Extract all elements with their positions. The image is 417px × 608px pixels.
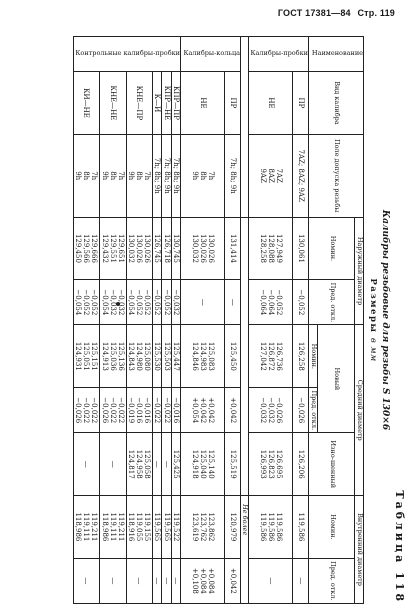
tolerance-field bbox=[293, 134, 309, 217]
outer-deviation bbox=[171, 280, 180, 325]
inner-nominal-value: 119,155 bbox=[143, 512, 152, 542]
tolerance-field bbox=[100, 134, 126, 217]
outer-deviation-value: −0,032 bbox=[116, 289, 125, 316]
inner-deviation bbox=[100, 558, 126, 603]
outer-nominal bbox=[181, 217, 225, 280]
middle-new-deviation bbox=[152, 388, 161, 433]
middle-worn-value: 124,817 bbox=[127, 449, 136, 479]
outer-deviation-value: −0,052 bbox=[162, 289, 171, 316]
tolerance-field bbox=[73, 134, 99, 217]
gauge-type: КИ—НЕ bbox=[73, 72, 99, 135]
middle-worn-value: 126,993 bbox=[258, 449, 267, 479]
gauge-type: НЕ bbox=[181, 72, 225, 135]
outer-deviation bbox=[73, 280, 99, 325]
outer-nominal-value: 126,718 bbox=[162, 233, 171, 263]
middle-new-nominal bbox=[126, 325, 152, 388]
inner-deviation bbox=[152, 558, 161, 603]
inner-deviation bbox=[248, 558, 293, 603]
middle-new-deviation-value: −0,026 bbox=[74, 397, 83, 424]
outer-nominal-value: 128,258 bbox=[258, 233, 267, 263]
group-plug_gauges: Калибры-пробки bbox=[248, 37, 309, 72]
tolerance-field-value: 7AZ bbox=[274, 168, 283, 183]
inner-deviation-value: — bbox=[135, 577, 144, 585]
gauge-type: КПР—НЕ bbox=[162, 72, 171, 135]
col-header-name: Наименование bbox=[309, 37, 364, 72]
outer-nominal-value: 130,026 bbox=[206, 233, 215, 263]
standard-number: ГОСТ 17381—84 bbox=[277, 8, 351, 18]
outer-nominal-value: 127,949 bbox=[274, 233, 283, 263]
tolerance-field-value: 7h bbox=[206, 171, 215, 181]
middle-new-deviation bbox=[181, 388, 225, 433]
outer-nominal bbox=[171, 217, 180, 280]
tolerance-field-value: 7AZ; 8AZ; 9AZ bbox=[296, 149, 305, 202]
outer-nominal-value: 129,651 bbox=[116, 233, 125, 263]
inner-nominal bbox=[126, 496, 152, 559]
inner-nominal-value: 120,979 bbox=[228, 512, 237, 542]
inner-deviation-value: — bbox=[153, 577, 162, 585]
middle-worn-value: 125,140 bbox=[206, 449, 215, 479]
middle-worn-value: — bbox=[108, 460, 117, 468]
inner-nominal-value: 119,055 bbox=[135, 512, 144, 542]
middle-new-nominal-header: Номин. bbox=[309, 325, 318, 388]
inner-deviation-value: — bbox=[266, 577, 275, 585]
middle-worn-value: 124,918 bbox=[190, 449, 199, 479]
middle-new-nominal-value: 124,980 bbox=[135, 341, 144, 371]
outer-deviation-value: −0,052 bbox=[135, 289, 144, 316]
middle-new-deviation-value: +0,042 bbox=[206, 397, 215, 424]
middle-worn-value: 125,519 bbox=[228, 449, 237, 479]
middle-new-deviation-value: −0,032 bbox=[258, 397, 267, 424]
middle-new-nominal-value: 125,051 bbox=[82, 341, 91, 371]
middle-new-nominal-value: 124,983 bbox=[198, 341, 207, 371]
outer-deviation-value: −0,052 bbox=[90, 289, 99, 316]
table-title: Калибры резьбовые для резьбы S 130×6 bbox=[380, 209, 390, 431]
outer-nominal bbox=[126, 217, 152, 280]
outer-deviation-value: −0,032 bbox=[172, 289, 181, 316]
outer-nominal-value: 126,745 bbox=[153, 233, 162, 263]
ne-bolee-label: Не более bbox=[240, 496, 248, 604]
tolerance-field-value: 7h bbox=[90, 171, 99, 181]
middle-worn-value: 125,040 bbox=[198, 449, 207, 479]
inner-deviation-value: +0,042 bbox=[228, 567, 237, 594]
middle-worn-value: — bbox=[162, 460, 171, 468]
inner-nominal-value: 119,586 bbox=[258, 512, 267, 542]
tolerance-field-value: 9h bbox=[100, 171, 109, 181]
table-row bbox=[225, 37, 241, 604]
inner-nominal-value: 119,211 bbox=[116, 512, 125, 542]
middle-worn bbox=[126, 433, 152, 496]
outer-nominal-value: 130,032 bbox=[190, 233, 199, 263]
middle-worn-value: — bbox=[153, 460, 162, 468]
middle-new-nominal-value: 124,931 bbox=[74, 341, 83, 371]
inner-nominal-value: 118,986 bbox=[74, 512, 83, 542]
middle-new-deviation-value: +0,054 bbox=[190, 397, 199, 424]
table-row bbox=[100, 37, 126, 604]
outer-nominal-value: 130,026 bbox=[143, 233, 152, 263]
table-label: Таблица 118 bbox=[393, 490, 406, 604]
outer-deviation bbox=[225, 280, 241, 325]
tolerance-field bbox=[225, 134, 241, 217]
outer-deviation-value: −0,052 bbox=[274, 289, 283, 316]
outer-nominal bbox=[248, 217, 293, 280]
inner-nominal-value: 123,762 bbox=[198, 512, 207, 542]
tolerance-field-value: 7h; 8h; 9h bbox=[172, 157, 181, 194]
middle-new-nominal bbox=[152, 325, 161, 388]
middle-new-nominal-value: 125,083 bbox=[206, 341, 215, 371]
outer-nominal-value: 129,566 bbox=[82, 233, 91, 263]
middle-new-nominal bbox=[181, 325, 225, 388]
middle-new-nominal-value: 126,872 bbox=[266, 341, 275, 371]
table-row bbox=[248, 37, 293, 604]
middle-worn-value: 125,425 bbox=[172, 449, 181, 479]
table-row bbox=[126, 37, 152, 604]
middle-new-nominal-value: 125,151 bbox=[90, 341, 99, 371]
outer-deviation-value: −0,064 bbox=[258, 289, 267, 316]
inner-nominal-value: 119,565 bbox=[153, 512, 162, 542]
tolerance-field-value: 8h bbox=[198, 171, 207, 181]
subtitle-unit: в мм bbox=[368, 337, 378, 362]
middle-new-deviation bbox=[162, 388, 171, 433]
tolerance-field-value: 7h; 8h; 9h bbox=[162, 157, 171, 194]
inner-deviation bbox=[181, 558, 225, 603]
outer-nominal-header: Номин. bbox=[309, 217, 355, 280]
outer-deviation-value: −0,032 bbox=[108, 289, 117, 316]
middle-new-deviation bbox=[171, 388, 180, 433]
middle-new-deviation-value: −0,022 bbox=[108, 397, 117, 424]
inner-deviation-value: — bbox=[108, 577, 117, 585]
gauge-type: КНЕ—ПР bbox=[126, 72, 152, 135]
gauge-type: КПР—ПР bbox=[171, 72, 180, 135]
gauge-type: ПР bbox=[293, 72, 309, 135]
middle-worn bbox=[248, 433, 293, 496]
middle-new-nominal bbox=[73, 325, 99, 388]
outer-nominal bbox=[293, 217, 309, 280]
table-row bbox=[162, 37, 171, 604]
tolerance-field-value: 8h bbox=[108, 171, 117, 181]
inner-deviation bbox=[225, 558, 241, 603]
outer-deviation-value: −0,052 bbox=[153, 289, 162, 316]
outer-nominal bbox=[225, 217, 241, 280]
inner-deviation-value: — bbox=[162, 577, 171, 585]
inner-deviation bbox=[171, 558, 180, 603]
inner-deviation bbox=[293, 558, 309, 603]
tolerance-field-value: 9h bbox=[190, 171, 199, 181]
middle-worn bbox=[162, 433, 171, 496]
outer-nominal-value: 129,432 bbox=[100, 233, 109, 263]
middle-worn-value: 126,823 bbox=[266, 449, 275, 479]
outer-deviation-value: — bbox=[198, 298, 207, 306]
col-header-outer: Наружный диаметр bbox=[355, 217, 364, 325]
inner-nominal-value: 118,986 bbox=[100, 512, 109, 542]
middle-new-deviation bbox=[293, 388, 309, 433]
subtitle-text: Размеры bbox=[368, 278, 378, 334]
tolerance-field-value: 9AZ bbox=[258, 168, 267, 183]
outer-deviation bbox=[100, 280, 126, 325]
gauge-type: ПР bbox=[225, 72, 241, 135]
inner-nominal-value: 118,916 bbox=[127, 512, 136, 542]
middle-new-nominal bbox=[293, 325, 309, 388]
middle-worn-header: Изно-шенный bbox=[309, 433, 355, 496]
inner-nominal-value: 119,586 bbox=[274, 512, 283, 542]
outer-nominal-value: 130,026 bbox=[198, 233, 207, 263]
table-row bbox=[152, 37, 161, 604]
inner-nominal-header: Номин. bbox=[309, 496, 355, 559]
middle-new-header: Новый bbox=[317, 325, 355, 433]
outer-deviation bbox=[162, 280, 171, 325]
inner-deviation-value: — bbox=[82, 577, 91, 585]
middle-new-nominal-value: 125,503 bbox=[162, 341, 171, 371]
middle-worn bbox=[225, 433, 241, 496]
middle-new-deviation-value: +0,042 bbox=[228, 397, 237, 424]
tolerance-field bbox=[181, 134, 225, 217]
middle-new-deviation-value: −0,016 bbox=[172, 397, 181, 424]
middle-new-deviation bbox=[73, 388, 99, 433]
page-number: Стр. 119 bbox=[357, 8, 395, 18]
middle-new-deviation-value: −0,022 bbox=[153, 397, 162, 424]
outer-deviation-value: −0,052 bbox=[296, 289, 305, 316]
outer-nominal-value: 128,088 bbox=[266, 233, 275, 263]
middle-new-nominal-value: 125,036 bbox=[108, 341, 117, 371]
inner-nominal-value: 123,862 bbox=[206, 512, 215, 542]
inner-nominal bbox=[181, 496, 225, 559]
middle-new-deviation-value: −0,032 bbox=[266, 397, 275, 424]
gauge-type: КНЕ—НЕ bbox=[100, 72, 126, 135]
table-row bbox=[293, 37, 309, 604]
tolerance-field-value: 7h bbox=[116, 171, 125, 181]
tolerance-field-value: 7h bbox=[143, 171, 152, 181]
inner-nominal-value: 119,586 bbox=[266, 512, 275, 542]
middle-new-deviation-value: −0,022 bbox=[82, 397, 91, 424]
outer-deviation-value: −0,052 bbox=[143, 289, 152, 316]
inner-deviation bbox=[126, 558, 152, 603]
outer-deviation bbox=[152, 280, 161, 325]
tolerance-field-value: 7h; 8h; 9h bbox=[153, 157, 162, 194]
middle-new-deviation-value: −0,026 bbox=[100, 397, 109, 424]
middle-worn bbox=[73, 433, 99, 496]
inner-deviation bbox=[73, 558, 99, 603]
outer-dev-header: Пред. откл. bbox=[309, 280, 355, 325]
tolerance-field-value: 8AZ bbox=[266, 168, 275, 183]
middle-new-deviation-value: −0,019 bbox=[127, 397, 136, 424]
inner-nominal bbox=[73, 496, 99, 559]
inner-nominal bbox=[248, 496, 293, 559]
inner-deviation-value: +0,084 bbox=[198, 567, 207, 594]
inner-nominal-value: 119,522 bbox=[172, 512, 181, 542]
tolerance-field bbox=[171, 134, 180, 217]
middle-new-deviation-value: +0,042 bbox=[198, 397, 207, 424]
middle-worn bbox=[181, 433, 225, 496]
col-header-type: Вид калибра bbox=[309, 72, 364, 135]
middle-new-dev-header: Пред. откл. bbox=[309, 388, 318, 433]
middle-worn bbox=[152, 433, 161, 496]
outer-nominal bbox=[152, 217, 161, 280]
tolerance-field bbox=[162, 134, 171, 217]
outer-deviation-value: −0,052 bbox=[82, 289, 91, 316]
middle-worn bbox=[293, 433, 309, 496]
middle-worn-value: 126,206 bbox=[296, 449, 305, 479]
middle-new-nominal-value: 125,530 bbox=[153, 341, 162, 371]
middle-new-nominal-value: 124,846 bbox=[190, 341, 199, 371]
inner-nominal-value: 123,619 bbox=[190, 512, 199, 542]
middle-new-nominal-value: 127,042 bbox=[258, 341, 267, 371]
outer-deviation bbox=[181, 280, 225, 325]
middle-new-deviation bbox=[126, 388, 152, 433]
middle-new-nominal bbox=[248, 325, 293, 388]
tolerance-field-value: 7h; 8h; 9h bbox=[228, 157, 237, 194]
tolerance-field bbox=[152, 134, 161, 217]
gauge-type: НЕ bbox=[248, 72, 293, 135]
middle-new-deviation-value: −0,026 bbox=[274, 397, 283, 424]
inner-deviation-value: +0,108 bbox=[190, 567, 199, 594]
outer-nominal-value: 129,666 bbox=[90, 233, 99, 263]
outer-deviation-value: −0,064 bbox=[266, 289, 275, 316]
inner-nominal bbox=[171, 496, 180, 559]
outer-nominal bbox=[162, 217, 171, 280]
middle-new-nominal-value: 125,450 bbox=[228, 341, 237, 371]
rotated-table-page bbox=[6, 36, 406, 604]
inner-deviation bbox=[162, 558, 171, 603]
outer-nominal-value: 130,061 bbox=[296, 233, 305, 263]
middle-worn-value: 124,958 bbox=[135, 449, 144, 479]
tolerance-field bbox=[248, 134, 293, 217]
gauge-dimensions-table bbox=[73, 36, 364, 604]
outer-nominal bbox=[100, 217, 126, 280]
outer-nominal-value: 129,450 bbox=[74, 233, 83, 263]
middle-worn bbox=[171, 433, 180, 496]
page-header bbox=[274, 8, 395, 18]
middle-new-nominal-value: 124,843 bbox=[127, 341, 136, 371]
tolerance-field-value: 9h bbox=[127, 171, 136, 181]
inner-nominal-value: 119,565 bbox=[162, 512, 171, 542]
middle-worn-value: 125,058 bbox=[143, 449, 152, 479]
note-row-ne-bolee bbox=[240, 37, 248, 604]
inner-deviation-value: +0,084 bbox=[206, 567, 215, 594]
outer-deviation-value: −0,054 bbox=[100, 289, 109, 316]
middle-new-nominal-value: 124,913 bbox=[100, 341, 109, 371]
group-ring_gauges: Калибры-кольца bbox=[181, 37, 241, 72]
outer-deviation bbox=[293, 280, 309, 325]
tolerance-field bbox=[126, 134, 152, 217]
inner-deviation-value: — bbox=[296, 577, 305, 585]
group-control_plug_gauges: Контрольные калибры-пробки bbox=[73, 37, 181, 72]
inner-dev-header: Пред. откл. bbox=[309, 558, 355, 603]
middle-worn bbox=[100, 433, 126, 496]
tolerance-field-value: 8h bbox=[135, 171, 144, 181]
middle-new-deviation-value: −0,016 bbox=[135, 397, 144, 424]
outer-deviation bbox=[126, 280, 152, 325]
middle-new-deviation bbox=[100, 388, 126, 433]
inner-nominal-value: 119,586 bbox=[296, 512, 305, 542]
col-header-inner: Внутренний диаметр bbox=[355, 496, 364, 604]
inner-nominal-value: 119,211 bbox=[90, 512, 99, 542]
middle-new-nominal-value: 126,736 bbox=[274, 341, 283, 371]
col-header-middle: Средний диаметр bbox=[355, 325, 364, 496]
col-header-tolerance: Поле допуска резьбы bbox=[309, 134, 364, 217]
outer-deviation-value: −0,054 bbox=[74, 289, 83, 316]
middle-new-deviation-value: −0,022 bbox=[90, 397, 99, 424]
outer-nominal-value: 130,026 bbox=[135, 233, 144, 263]
inner-nominal bbox=[162, 496, 171, 559]
tolerance-field-value: 8h bbox=[82, 171, 91, 181]
middle-new-nominal bbox=[162, 325, 171, 388]
table-row bbox=[73, 37, 99, 604]
outer-deviation-value: −0,054 bbox=[127, 289, 136, 316]
inner-nominal bbox=[225, 496, 241, 559]
table-row bbox=[181, 37, 225, 604]
inner-nominal-value: 119,111 bbox=[108, 512, 117, 542]
table-subtitle bbox=[368, 36, 378, 604]
middle-new-nominal-value: 125,080 bbox=[143, 341, 152, 371]
outer-nominal-value: 129,551 bbox=[108, 233, 117, 263]
middle-worn-value: 126,695 bbox=[274, 449, 283, 479]
inner-nominal bbox=[293, 496, 309, 559]
middle-new-deviation-value: −0,026 bbox=[296, 397, 305, 424]
middle-new-deviation-value: −0,016 bbox=[143, 397, 152, 424]
middle-new-nominal bbox=[100, 325, 126, 388]
gauge-type: К—И bbox=[152, 72, 161, 135]
middle-new-nominal bbox=[225, 325, 241, 388]
middle-new-nominal-value: 125,136 bbox=[116, 341, 125, 371]
outer-deviation-value: — bbox=[228, 298, 237, 306]
middle-new-deviation-value: −0,022 bbox=[116, 397, 125, 424]
middle-new-nominal-value: 126,258 bbox=[296, 341, 305, 371]
outer-nominal-value: 131,414 bbox=[228, 233, 237, 263]
outer-deviation bbox=[248, 280, 293, 325]
middle-new-deviation bbox=[225, 388, 241, 433]
middle-new-deviation bbox=[248, 388, 293, 433]
outer-nominal bbox=[73, 217, 99, 280]
inner-deviation-value: — bbox=[172, 577, 181, 585]
table-row bbox=[171, 37, 180, 604]
middle-new-nominal-value: 125,447 bbox=[172, 341, 181, 371]
outer-nominal-value: 130,032 bbox=[127, 233, 136, 263]
middle-new-nominal bbox=[171, 325, 180, 388]
middle-worn-value: — bbox=[82, 460, 91, 468]
tolerance-field-value: 9h bbox=[74, 171, 83, 181]
inner-nominal bbox=[152, 496, 161, 559]
outer-nominal-value: 130,745 bbox=[172, 233, 181, 263]
middle-new-deviation-value: −0,022 bbox=[162, 397, 171, 424]
inner-nominal bbox=[100, 496, 126, 559]
inner-nominal-value: 119,111 bbox=[82, 512, 91, 542]
